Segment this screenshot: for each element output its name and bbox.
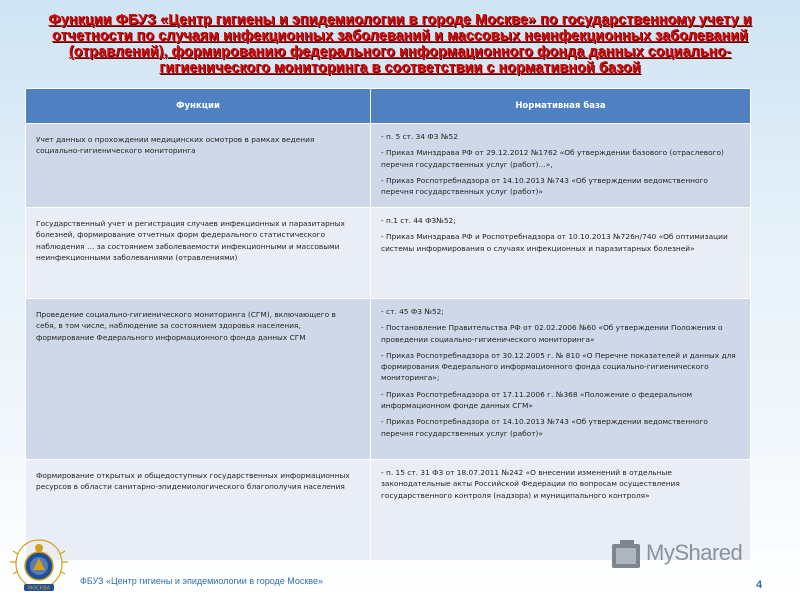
function-cell: Проведение социально-гигиенического мониторинга (СГМ), включающего в себя, в том числе, наблюдение за состоянием здоровья населения, формирование Федерального информационного фонда данных СГМ [26, 299, 371, 460]
normative-cell [371, 299, 751, 460]
table-row [26, 208, 751, 299]
table-header-row [26, 89, 751, 124]
norm-item: - п. 5 ст. 34 ФЗ №52 [381, 132, 458, 141]
norm-item: - Приказ Минздрава РФ от 29.12.2012 №1762 «Об утверждении базового (отраслевого) перечня государственных услуг (работ)…», [381, 148, 724, 169]
emblem-label: МОСКВА [27, 585, 51, 592]
norm-item: - Приказ Минздрава РФ и Роспотребнадзора от 10.10.2013 №726н/740 «Об оптимизации системы информирования о случаях инфекционных и паразитарных болезней» [381, 232, 728, 253]
norm-item: - Постановление Правительства РФ от 02.02.2006 №60 «Об утверждении Положения о проведении социально-гигиенического мониторинга» [381, 323, 723, 344]
norm-item: - Приказ Роспотребнадзора от 30.12.2005 г. № 810 «О Перечне показателей и данных для формирования Федерального информационного фонда социально-гигиенического мониторинга»; [381, 350, 736, 383]
normative-cell [371, 208, 751, 299]
functions-table [25, 88, 751, 561]
norm-item: - Приказ Роспотребнадзора от 14.10.2013 №743 «Об утверждении ведомственного перечня государственных услуг (работ)» [381, 175, 708, 197]
norm-item: - п. 15 ст. 31 ФЗ от 18.07.2011 №242 «О внесении изменений в отдельные законодательные акты Российской Федерации по вопросам осуществления государственного контроля (надзора) и муниципального контроля» [381, 468, 680, 500]
slide-title: Функции ФБУЗ «Центр гигиены и эпидемиологии в городе Москве» по государственному учету и отчетности по случаям инфекционных заболеваний и массовых неинфекционных заболеваний (отравлений), формированию федерального информационного фонда данных социально-гигиенического мониторинга в соответствии с нормативной базой [48, 12, 752, 76]
normative-cell [371, 124, 751, 208]
norm-item: - ст. 45 ФЗ №52; [381, 307, 444, 316]
function-cell: Учет данных о прохождении медицинских осмотров в рамках ведения социально-гигиенического мониторинга [26, 124, 371, 208]
emblem-logo-icon [6, 534, 72, 596]
norm-item: - Приказ Роспотребнадзора от 17.11.2006 г. №368 «Положение о федеральном информационном фонде данных СГМ» [381, 389, 693, 411]
table-row [26, 124, 751, 208]
header-normative-base: Нормативная база [371, 89, 751, 124]
page-number: 4 [756, 579, 763, 591]
header-functions: Функции [26, 89, 371, 124]
norm-item: - Приказ Роспотребнадзора от 14.10.2013 №743 «Об утверждении ведомственного перечня государственных услуг (работ)» [381, 417, 708, 438]
footer-organization: ФБУЗ «Центр гигиены и эпидемиологии в городе Москве» [80, 576, 323, 586]
watermark-text: MyShared [646, 540, 743, 565]
function-cell: Государственный учет и регистрация случаев инфекционных и паразитарных болезней, формирование отчетных форм федерального статистического наблюдения … за состоянием заболеваемости инфекционными и массовыми неинфекционными заболеваниями (отравлениями) [26, 208, 371, 299]
table-row [26, 299, 751, 460]
norm-item: - п.1 ст. 44 ФЗ№52; [381, 216, 456, 225]
function-cell: Формирование открытых и общедоступных государственных информационных ресурсов в области санитарно-эпидемиологического благополучия населения [26, 460, 371, 561]
